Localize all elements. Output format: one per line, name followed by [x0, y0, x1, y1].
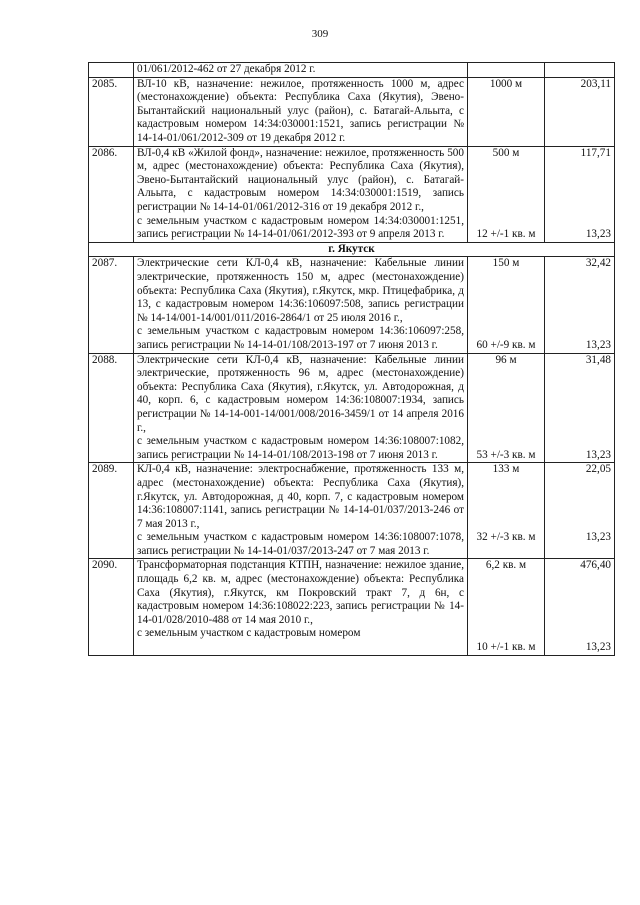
- land-plot-size: 60 +/-9 кв. м: [476, 338, 536, 351]
- section-title: г. Якутск: [89, 242, 615, 257]
- item-size-cell: [468, 463, 545, 559]
- land-plot-size: 53 +/-3 кв. м: [476, 448, 536, 461]
- item-value-cell: [545, 146, 615, 242]
- land-plot-description: с земельным участком с кадастровым номером 14:36:108007:1078, запись регистрации № 14-14-01/037/2013-247 от 7 мая 2013 г.: [137, 531, 464, 557]
- land-plot-size: 12 +/-1 кв. м: [476, 228, 536, 241]
- land-plot-value: 13,23: [585, 531, 611, 544]
- item-size-cell: [468, 63, 545, 78]
- object-size: 133 м: [492, 463, 520, 476]
- object-value: 32,42: [585, 257, 611, 270]
- table-row: [89, 559, 615, 655]
- table-row: [89, 353, 615, 463]
- table-row: [89, 146, 615, 242]
- item-value-cell: [545, 257, 615, 353]
- land-plot-description: с земельным участком с кадастровым номером 14:36:106097:258, запись регистрации № 14-14-01/108/2013-197 от 7 июня 2013 г.: [137, 325, 464, 351]
- object-size: 96 м: [495, 353, 517, 366]
- item-number-cell: [89, 63, 134, 78]
- item-size-cell: [468, 146, 545, 242]
- table-row: [89, 63, 615, 78]
- item-value-cell: [545, 353, 615, 463]
- land-plot-description: с земельным участком с кадастровым номером: [137, 627, 361, 640]
- table-row: [89, 257, 615, 353]
- land-plot-value: 13,23: [585, 228, 611, 241]
- object-description: ВЛ-0,4 кВ «Жилой фонд», назначение: нежилое, протяженность 500 м, адрес (местонахождение) объекта: Республика Саха (Якутия), Эвено-Бытантайский национальный улус (район), с. Батагай-Альыта, с кадастровым номером 14:34:030001:1519, запись регистрации № 14-14-01/061/2012-316 от 19 декабря 2012 г.,: [137, 146, 464, 213]
- land-plot-description: с земельным участком с кадастровым номером 14:36:108007:1082, запись регистрации № 14-14-01/108/2013-198 от 7 июня 2013 г.: [137, 435, 464, 461]
- item-number-cell: 2088.: [89, 353, 134, 463]
- item-size-cell: [468, 353, 545, 463]
- item-size-cell: [468, 77, 545, 146]
- object-description: КЛ-0,4 кВ, назначение: электроснабжение, протяженность 133 м, адрес (местонахождение) объекта: Республика Саха (Якутия), г.Якутск, ул. Автодорожная, д 40, корп. 7, с кадастровым номером 14:36:108007:1141, запись регистрации № 14-14-01/037/2013-246 от 7 мая 2013 г.,: [137, 463, 464, 530]
- object-size: 500 м: [492, 146, 520, 159]
- table-row: [89, 463, 615, 559]
- land-plot-value: 13,23: [585, 641, 611, 654]
- object-size: 1000 м: [489, 77, 523, 90]
- item-size-cell: [468, 559, 545, 655]
- item-number-cell: 2089.: [89, 463, 134, 559]
- table-row: [89, 77, 615, 146]
- item-description-cell: [134, 559, 468, 655]
- object-description: ВЛ-10 кВ, назначение: нежилое, протяженность 1000 м, адрес (местонахождение) объекта: Республика Саха (Якутия), Эвено-Бытантайский национальный улус (район), с. Батагай-Альыта, с кадастровым номером 14:34:030001:1521, запись регистрации № 14-14-01/061/2012-309 от 19 декабря 2012 г.: [137, 77, 464, 144]
- property-registry-table: [88, 62, 615, 656]
- item-number-cell: 2087.: [89, 257, 134, 353]
- item-value-cell: [545, 559, 615, 655]
- land-plot-size: 32 +/-3 кв. м: [476, 531, 536, 544]
- item-value-cell: [545, 77, 615, 146]
- item-size-cell: [468, 257, 545, 353]
- object-size: 150 м: [492, 257, 520, 270]
- page-number: 309: [311, 28, 329, 40]
- land-plot-description: с земельным участком с кадастровым номером 14:34:030001:1251, запись регистрации № 14-14-01/061/2012-393 от 9 апреля 2013 г.: [137, 214, 464, 241]
- object-size: 6,2 кв. м: [485, 559, 527, 572]
- item-description-cell: [134, 257, 468, 353]
- item-number-cell: 2086.: [89, 146, 134, 242]
- land-plot-size: 10 +/-1 кв. м: [476, 641, 536, 654]
- item-number-cell: 2090.: [89, 559, 134, 655]
- item-number-cell: 2085.: [89, 77, 134, 146]
- object-value: 31,48: [585, 353, 611, 366]
- land-plot-value: 13,23: [585, 448, 611, 461]
- item-value-cell: [545, 63, 615, 78]
- object-description: Электрические сети КЛ-0,4 кВ, назначение: Кабельные линии электрические, протяженность 96 м, адрес (местонахождение) объекта: Республика Саха (Якутия), г.Якутск, ул. Автодорожная, д 40, корп. 6, с кадастровым номером 14:36:108007:1934, запись регистрации № 14-14-001-14/001/008/2016-3459/1 от 14 апреля 2016 г.,: [137, 353, 464, 434]
- section-row: [89, 242, 615, 257]
- object-value: 476,40: [580, 559, 611, 572]
- item-description-cell: [134, 463, 468, 559]
- object-value: 117,71: [580, 146, 611, 159]
- object-description: Электрические сети КЛ-0,4 кВ, назначение: Кабельные линии электрические, протяженность 150 м, адрес (местонахождение) объекта: Республика Саха (Якутия), г.Якутск, мкр. Птицефабрика, д 13, с кадастровым номером 14:36:106097:508, запись регистрации № 14-14/001-14/001/011/2016-2864/1 от 25 июля 2016 г.,: [137, 257, 464, 324]
- item-value-cell: [545, 463, 615, 559]
- item-description-cell: [134, 146, 468, 242]
- item-description-cell: 01/061/2012-462 от 27 декабря 2012 г.: [134, 63, 468, 78]
- item-description-cell: [134, 353, 468, 463]
- object-description: Трансформаторная подстанция КТПН, назначение: нежилое здание, площадь 6,2 кв. м, адрес (местонахождение) объекта: Республика Саха (Якутия), г.Якутск, км Покровский тракт 7, д 6н, с кадастровым номером 14:36:108022:223, запись регистрации № 14-14-01/028/2010-488 от 14 мая 2010 г.,: [137, 559, 464, 626]
- item-description-cell: [134, 77, 468, 146]
- object-value: 203,11: [580, 77, 611, 90]
- land-plot-value: 13,23: [585, 338, 611, 351]
- object-value: 22,05: [585, 463, 611, 476]
